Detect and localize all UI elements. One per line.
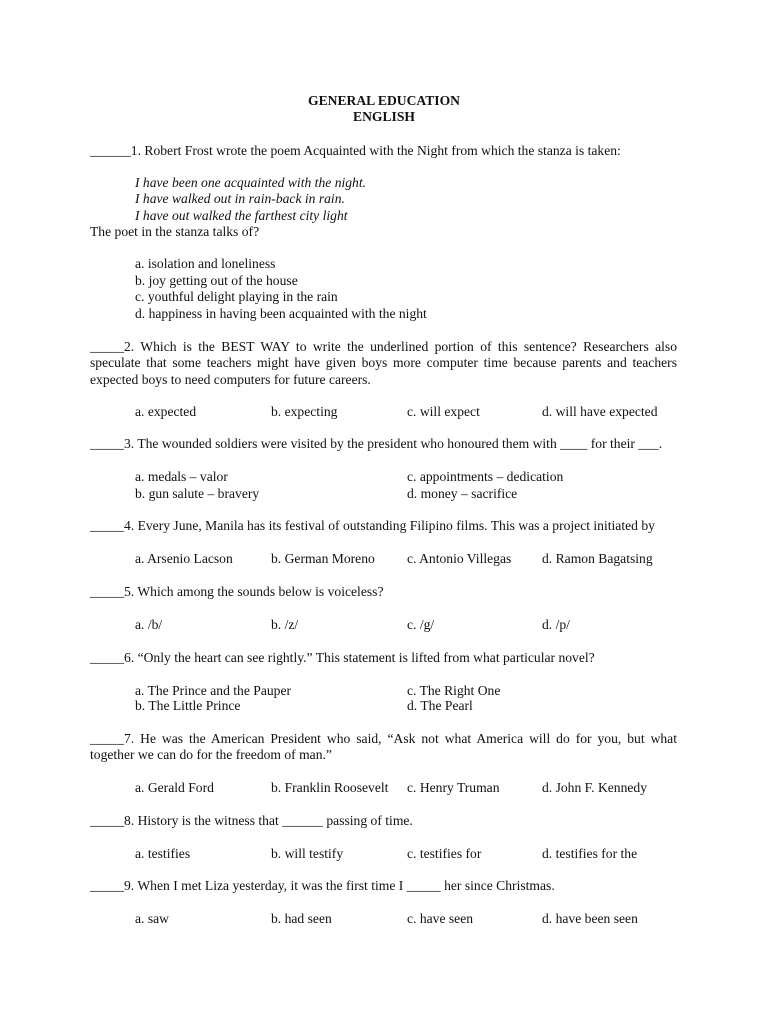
question-8-option-b: b. will testify [271, 846, 344, 861]
question-1-option-d: d. happiness in having been acquainted with the night [135, 306, 427, 321]
question-1-option-c: c. youthful delight playing in the rain [135, 289, 338, 304]
question-3-stem: _____3. The wounded soldiers were visited by the president who honoured them with ____ for their ___. [90, 436, 663, 451]
question-2-option-b: b. expecting [271, 404, 338, 419]
poem-line-3: I have out walked the farthest city light [135, 208, 348, 223]
question-7-option-c: c. Henry Truman [407, 780, 500, 795]
question-8-option-c: c. testifies for [407, 846, 482, 861]
question-6-option-d: d. The Pearl [407, 698, 473, 713]
question-5-option-b: b. /z/ [271, 617, 299, 632]
question-9-option-d: d. have been seen [542, 911, 638, 926]
question-6-option-c: c. The Right One [407, 683, 501, 698]
question-6-option-a: a. The Prince and the Pauper [135, 683, 292, 698]
question-5-option-a: a. /b/ [135, 617, 163, 632]
page-title: GENERAL EDUCATION [308, 93, 460, 108]
question-5-option-c: c. /g/ [407, 617, 435, 632]
question-8-option-d: d. testifies for the [542, 846, 638, 861]
question-9-stem: _____9. When I met Liza yesterday, it was the first time I _____ her since Christmas. [90, 878, 555, 893]
question-1-option-b: b. joy getting out of the house [135, 273, 298, 288]
question-5-option-d: d. /p/ [542, 617, 570, 632]
question-7-option-a: a. Gerald Ford [135, 780, 214, 795]
question-9-option-b: b. had seen [271, 911, 332, 926]
question-2-option-a: a. expected [135, 404, 197, 419]
question-3-option-d: d. money – sacrifice [407, 486, 518, 501]
question-8-option-a: a. testifies [135, 846, 191, 861]
page-subtitle: ENGLISH [353, 109, 415, 124]
question-7-option-d: d. John F. Kennedy [542, 780, 648, 795]
question-8-stem: _____8. History is the witness that ______ passing of time. [90, 813, 413, 828]
question-3-option-b: b. gun salute – bravery [135, 486, 260, 501]
question-1-stem: ______1. Robert Frost wrote the poem Acquainted with the Night from which the stanza is taken: [90, 143, 621, 158]
question-1-option-a: a. isolation and loneliness [135, 256, 276, 271]
question-2-option-d: d. will have expected [542, 404, 658, 419]
question-2-stem: _____2. Which is the BEST WAY to write the underlined portion of this sentence? Researchers also speculate that some teachers might have given boys more computer time because parents and teachers expected boys to need computers for future careers. [90, 339, 677, 387]
question-2-option-c: c. will expect [407, 404, 480, 419]
question-9-option-a: a. saw [135, 911, 169, 926]
poem-line-2: I have walked out in rain-back in rain. [135, 191, 345, 206]
question-6-option-b: b. The Little Prince [135, 698, 241, 713]
question-6-stem: _____6. “Only the heart can see rightly.” This statement is lifted from what particular novel? [90, 650, 595, 665]
question-1-followup: The poet in the stanza talks of? [90, 224, 260, 239]
poem-line-1: I have been one acquainted with the night. [135, 175, 367, 190]
question-7-stem: _____7. He was the American President who said, “Ask not what America will do for you, but what together we can do for the freedom of man.” [90, 731, 677, 763]
question-3-option-c: c. appointments – dedication [407, 469, 564, 484]
question-5-stem: _____5. Which among the sounds below is voiceless? [90, 584, 384, 599]
question-4-option-d: d. Ramon Bagatsing [542, 551, 653, 566]
question-4-option-b: b. German Moreno [271, 551, 375, 566]
question-7-option-b: b. Franklin Roosevelt [271, 780, 389, 795]
question-3-option-a: a. medals – valor [135, 469, 228, 484]
question-4-option-a: a. Arsenio Lacson [135, 551, 233, 566]
question-4-stem: _____4. Every June, Manila has its festival of outstanding Filipino films. This was a project initiated by [90, 518, 655, 533]
question-4-option-c: c. Antonio Villegas [407, 551, 512, 566]
question-9-option-c: c. have seen [407, 911, 474, 926]
